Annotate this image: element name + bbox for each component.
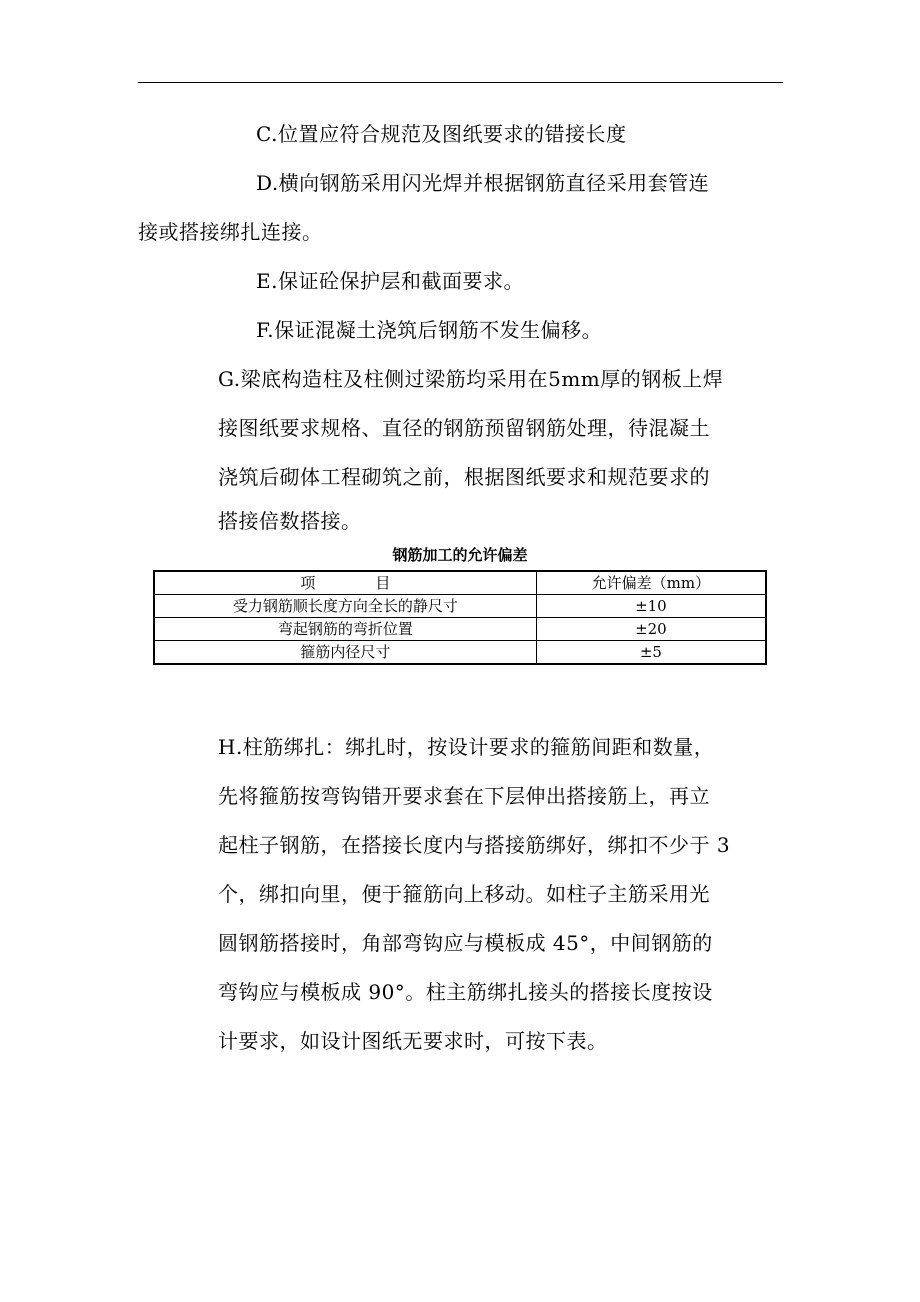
paragraph-g-line1: G.梁底构造柱及柱侧过梁筋均采用在5mm厚的钢板上焊	[218, 367, 724, 391]
paragraph-g-line2: 接图纸要求规格、直径的钢筋预留钢筋处理，待混凝土	[218, 416, 710, 440]
paragraph-g-line4: 搭接倍数搭接。	[218, 509, 362, 533]
paragraph-c: C.位置应符合规范及图纸要求的错接长度	[256, 122, 627, 146]
paragraph-e: E.保证砼保护层和截面要求。	[256, 269, 524, 293]
paragraph-g-line3: 浇筑后砌体工程砌筑之前，根据图纸要求和规范要求的	[218, 465, 710, 489]
row-tolerance: ±5	[536, 641, 766, 665]
paragraph-h-line6: 弯钩应与模板成 90°。柱主筋绑扎接头的搭接长度按设	[218, 980, 713, 1004]
paragraph-h-line5: 圆钢筋搭接时，角部弯钩应与模板成 45°，中间钢筋的	[218, 931, 713, 955]
header-rule	[138, 82, 783, 83]
paragraph-h-line2: 先将箍筋按弯钩错开要求套在下层伸出搭接筋上，再立	[218, 784, 710, 808]
header-item: 项 目	[154, 571, 536, 595]
row-item: 受力钢筋顺长度方向全长的静尺寸	[154, 595, 536, 618]
header-tolerance: 允许偏差（mm）	[536, 571, 766, 595]
row-item: 弯起钢筋的弯折位置	[154, 618, 536, 641]
paragraph-h-line4: 个，绑扣向里，便于箍筋向上移动。如柱子主筋采用光	[218, 882, 710, 906]
paragraph-f: F.保证混凝土浇筑后钢筋不发生偏移。	[256, 318, 603, 342]
table-caption: 钢筋加工的允许偏差	[392, 546, 528, 564]
table-header-row	[154, 571, 766, 595]
row-tolerance: ±20	[536, 618, 766, 641]
paragraph-h-line1: H.柱筋绑扎：绑扎时，按设计要求的箍筋间距和数量，	[218, 735, 715, 759]
paragraph-d-line2: 接或搭接绑扎连接。	[138, 220, 323, 244]
tolerance-table	[153, 570, 767, 665]
table-row	[154, 618, 766, 641]
paragraph-h-line3: 起柱子钢筋，在搭接长度内与搭接筋绑好，绑扣不少于 3	[218, 833, 731, 857]
row-tolerance: ±10	[536, 595, 766, 618]
paragraph-h-line7: 计要求，如设计图纸无要求时，可按下表。	[218, 1029, 608, 1053]
paragraph-d-line1: D.横向钢筋采用闪光焊并根据钢筋直径采用套管连	[256, 171, 710, 195]
table-row	[154, 641, 766, 665]
table-row	[154, 595, 766, 618]
row-item: 箍筋内径尺寸	[154, 641, 536, 665]
